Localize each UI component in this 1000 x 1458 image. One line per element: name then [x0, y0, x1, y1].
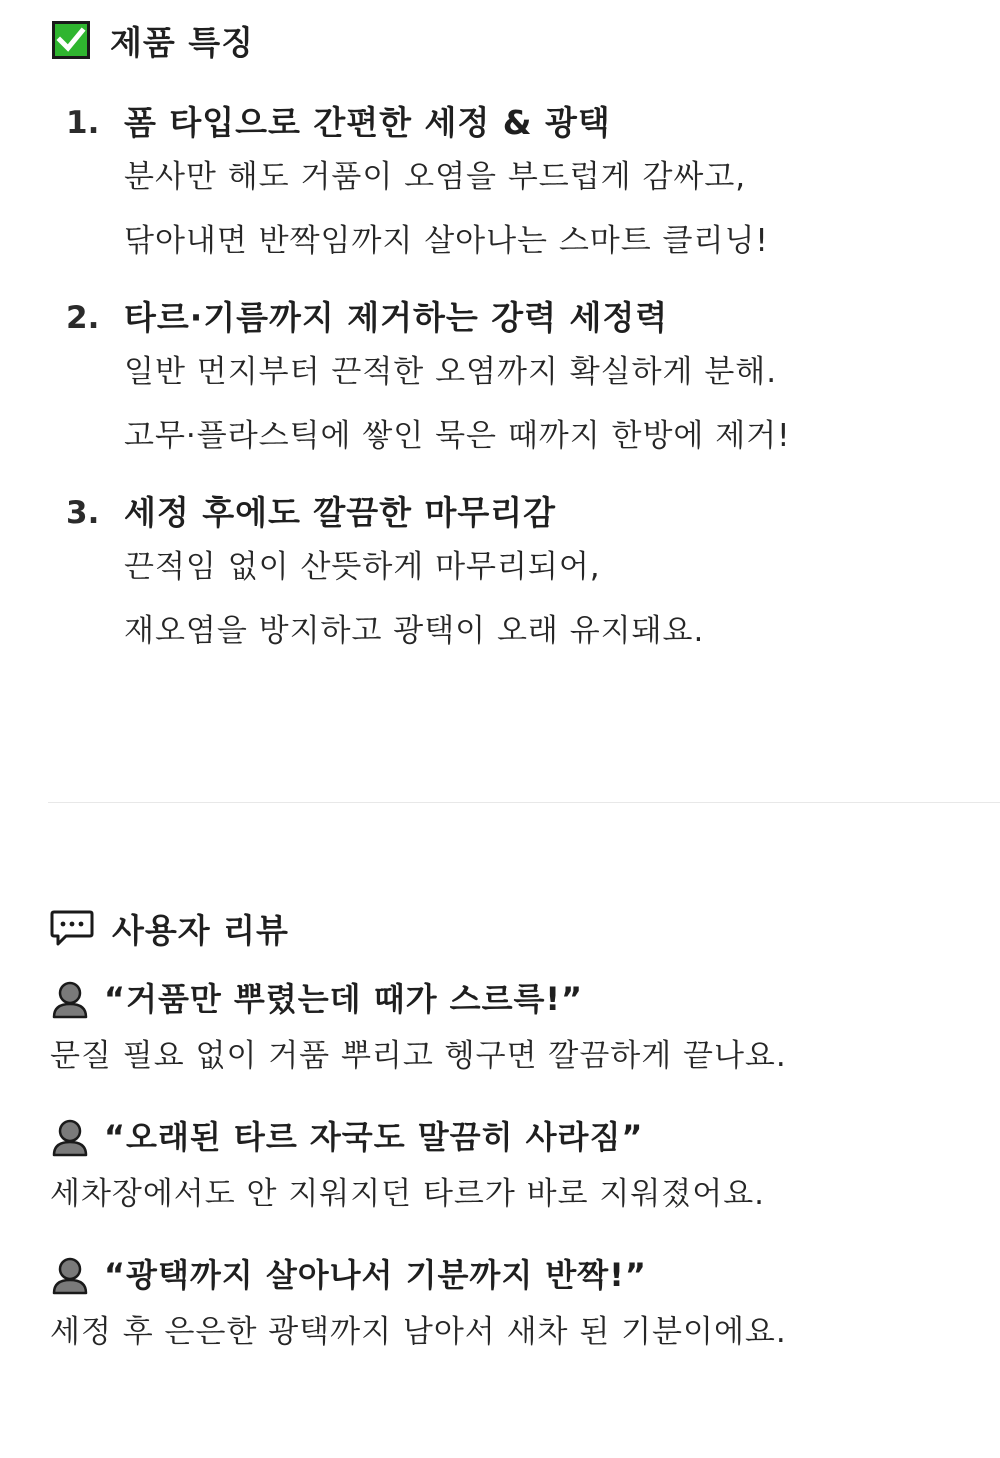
feature-title: 세정 후에도 깔끔한 마무리감 [124, 493, 557, 532]
feature-title: 타르·기름까지 제거하는 강력 세정력 [124, 298, 669, 337]
feature-item [52, 491, 992, 663]
review-text: 세정 후 은은한 광택까지 남아서 새차 된 기분이에요. [50, 1314, 787, 1350]
features-section [52, 18, 992, 663]
feature-title: 폼 타입으로 간편한 세정 & 광택 [124, 103, 611, 142]
speech-balloon-icon [50, 909, 94, 947]
section-divider [48, 802, 1000, 803]
feature-description-line: 일반 먼지부터 끈적한 오염까지 확실하게 분해. [124, 354, 778, 390]
feature-list [52, 101, 992, 663]
review-quote-text: “거품만 뿌렸는데 때가 스르륵!” [104, 980, 584, 1018]
review-item [50, 974, 995, 1088]
feature-description [124, 145, 992, 273]
reviews-section [50, 906, 995, 1364]
feature-description-line: 재오염을 방지하고 광택이 오래 유지돼요. [124, 613, 705, 649]
review-quote [50, 1112, 995, 1162]
feature-item [52, 101, 992, 273]
feature-description-line: 끈적임 없이 산뜻하게 마무리되어, [124, 549, 601, 585]
review-item [50, 1250, 995, 1364]
person-silhouette-icon [50, 1255, 90, 1295]
feature-description-line: 분사만 해도 거품이 오염을 부드럽게 감싸고, [124, 159, 747, 195]
feature-description [124, 535, 992, 663]
review-quote [50, 1250, 995, 1300]
feature-description-line: 닦아내면 반짝임까지 살아나는 스마트 클리닝! [124, 223, 769, 259]
feature-item [52, 296, 992, 468]
feature-number: 2. [66, 300, 100, 336]
review-item [50, 1112, 995, 1226]
reviews-heading-text: 사용자 리뷰 [112, 910, 289, 950]
feature-description-line: 고무·플라스틱에 쌓인 묵은 때까지 한방에 제거! [124, 418, 791, 454]
features-heading-text: 제품 특징 [110, 22, 255, 62]
person-silhouette-icon [50, 1117, 90, 1157]
feature-description [124, 340, 992, 468]
check-mark-button-icon [52, 21, 90, 59]
feature-number: 1. [66, 105, 100, 141]
feature-number: 3. [66, 495, 100, 531]
review-quote-text: “광택까지 살아나서 기분까지 반짝!” [104, 1256, 647, 1294]
review-text: 문질 필요 없이 거품 뿌리고 헹구면 깔끔하게 끝나요. [50, 1038, 787, 1074]
review-quote-text: “오래된 타르 자국도 말끔히 사라짐” [104, 1118, 644, 1156]
features-heading [52, 18, 992, 62]
review-quote [50, 974, 995, 1024]
review-text: 세차장에서도 안 지워지던 타르가 바로 지워졌어요. [50, 1176, 765, 1212]
reviews-heading [50, 906, 995, 950]
person-silhouette-icon [50, 979, 90, 1019]
